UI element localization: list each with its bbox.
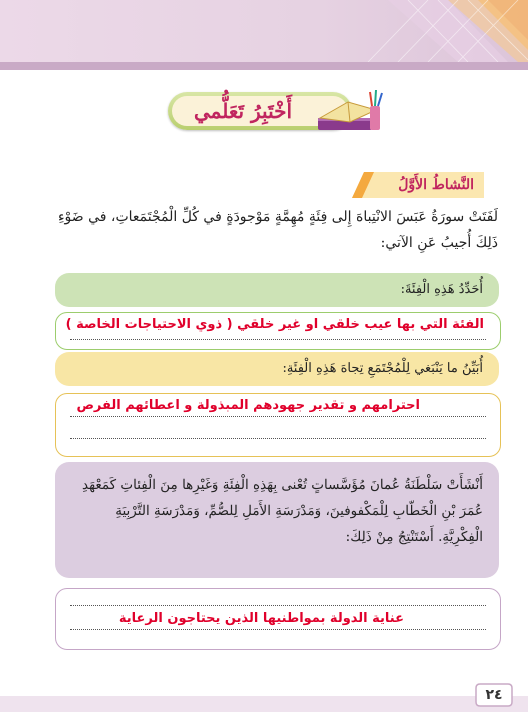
answer-2-text: احترامهم و تقدير جهودهم المبذولة و اعطائهم الفرص — [76, 398, 420, 413]
answer-line — [70, 629, 486, 630]
answer-line — [70, 416, 486, 417]
answer-line — [70, 438, 486, 439]
answer-3-box[interactable] — [55, 588, 501, 650]
page-number: ٢٤ — [485, 687, 503, 703]
question-3-text: أَنْشَأَتْ سَلْطَنَةُ عُمانَ مُؤَسَّساتٍ تُعْنى بِهَذِهِ الْفِئَةِ وَغَيْرِها مِنَ الْفِئاتِ كَمَعْهَدِ عُمَرَ بْنِ الْخَطّابِ لِلْمَكْفوفينَ، وَمَدْرَسَةِ الأَمَلِ لِلصُّمِّ، وَمَدْرَسَةِ التَّرْبِيَةِ الْفِكْرِيَّةِ. أَسْتَنْتِجُ مِنْ ذَلِكَ: — [82, 477, 483, 545]
page-title: أَخْتَبِرُ تَعَلُّمي — [193, 99, 293, 123]
answer-line — [70, 339, 486, 340]
answer-line — [70, 605, 486, 606]
question-2-text: أُبَيِّنُ ما يَنْبَغي لِلْمُجْتَمَعِ تِجاهَ هَذِهِ الْفِئَةِ: — [282, 361, 483, 376]
question-1-box — [55, 273, 499, 307]
books-icon — [314, 88, 386, 136]
decorative-pattern — [328, 0, 528, 62]
question-3-box — [55, 462, 499, 578]
answer-2-box[interactable] — [55, 393, 501, 457]
activity-label: النَّشاطُ الأَوَّلُ — [398, 177, 474, 193]
intro-paragraph: لَفَتَتْ سورَةُ عَبَسَ الانْتِباهَ إِلى فِئَةٍ مُهِمَّةٍ مَوْجودَةٍ في كُلِّ الْمُجْتَمَعاتِ، في ضَوْءِ ذَلِكَ أُجيبُ عَنِ الآتي: — [57, 209, 498, 251]
answer-3-text: عناية الدولة بمواطنيها الذين يحتاجون الرعاية — [118, 611, 404, 626]
question-2-box — [55, 352, 499, 386]
top-divider — [0, 62, 528, 70]
answer-1-box[interactable] — [55, 312, 501, 350]
answer-1-text: الفئة التي بها عيب خلقي او غير خلقي ( ذوي الاحتياجات الخاصة ) — [65, 317, 484, 332]
question-1-text: أُحَدِّدُ هَذِهِ الْفِئَةَ: — [400, 282, 483, 297]
bottom-band — [0, 696, 528, 712]
